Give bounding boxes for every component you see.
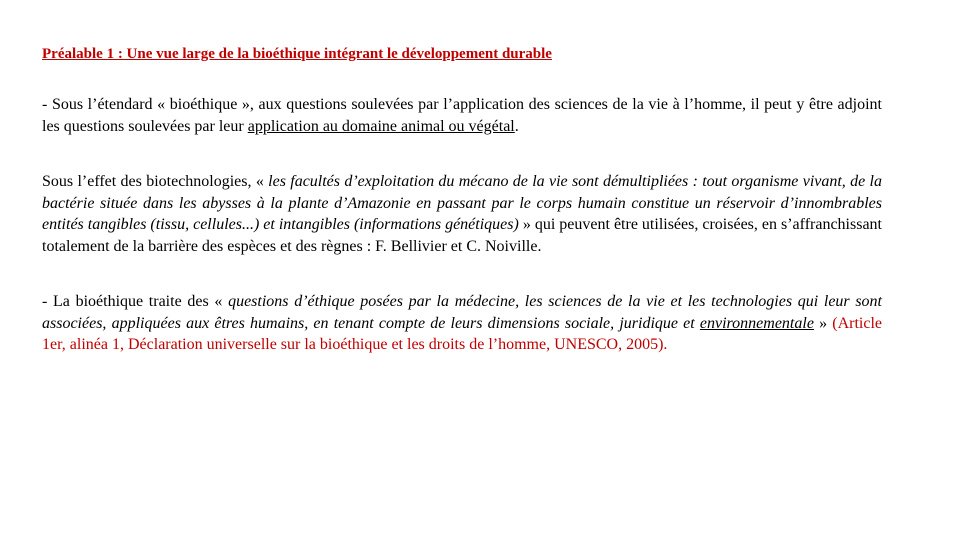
paragraph-unesco-definition	[42, 291, 882, 356]
paragraph3-quote: questions d’éthique posées par la médecine, les sciences de la vie et les technologies qui leur sont associées, appliquées aux êtres humains, en tenant compte de leurs dimensions sociale, juridique et	[42, 293, 883, 332]
paragraph2-quote: les facultés d’exploitation du mécano de la vie sont démultipliées : tout organisme vivant, de la bactérie située dans les abysses à la plante d’Amazonie en passant par le corps humain constitue un réservoir d’innombrables entités tangibles (tissu, cellules...) et intangibles (informations génétiques)	[42, 173, 882, 233]
paragraph1-text-b: .	[514, 117, 519, 135]
slide-content	[42, 44, 882, 356]
paragraph2-text-b: » qui peuvent être utilisées, croisées, en s’affranchissant totalement de la barrière des espèces et des règnes : F. Bellivier et C. Noiville.	[42, 216, 883, 255]
paragraph3-citation: (Article 1er, alinéa 1, Déclaration universelle sur la bioéthique et les droits de l’homme, UNESCO, 2005)	[42, 314, 883, 353]
paragraph3-text-b: »	[813, 314, 833, 332]
paragraph1-underlined-text: application au domaine animal ou végétal	[247, 117, 515, 135]
paragraph-bioethics-scope	[42, 94, 882, 137]
slide-title: Préalable 1 : Une vue large de la bioéthique intégrant le développement durable	[42, 46, 552, 62]
paragraph3-quote-underlined: environnementale	[699, 314, 814, 332]
paragraph2-text-a: Sous l’effet des biotechnologies, «	[42, 173, 269, 190]
paragraph3-text-a: - La bioéthique traite des «	[42, 293, 229, 310]
paragraph-biotechnologies	[42, 171, 882, 257]
paragraph1-text-a: - Sous l’étendard « bioéthique », aux questions soulevées par l’application des sciences de la vie à l’homme, il peut y être adjoint les questions soulevées par leur	[42, 96, 882, 135]
paragraph3-text-c: .	[663, 336, 668, 353]
